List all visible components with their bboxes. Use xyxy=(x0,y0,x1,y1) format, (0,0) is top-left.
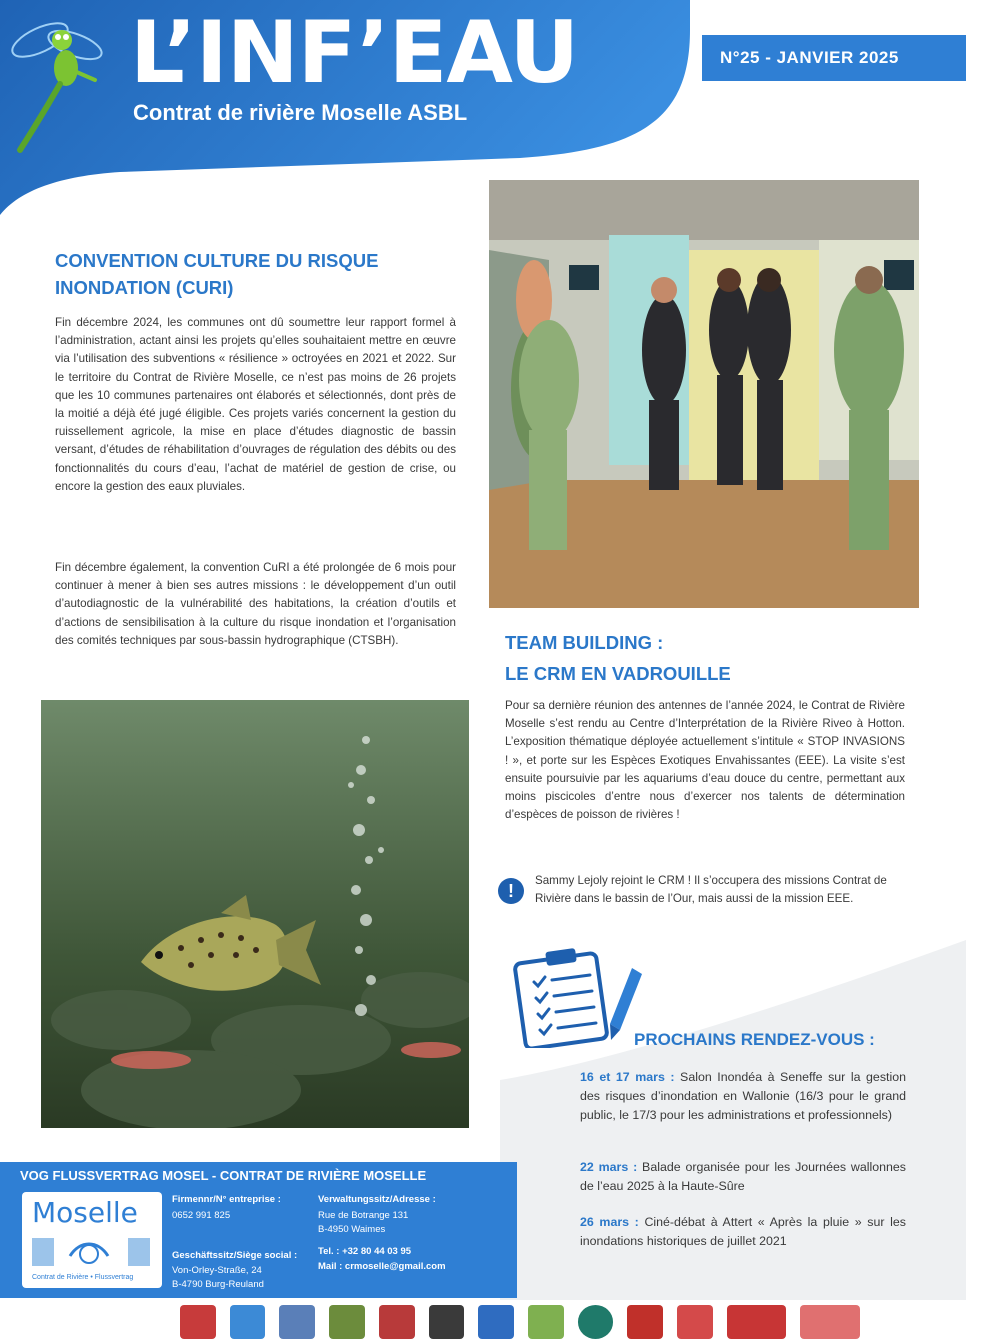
commune-logo-icon xyxy=(279,1305,315,1339)
commune-logo-icon xyxy=(429,1305,465,1339)
commune-logo-icon xyxy=(627,1305,663,1339)
commune-logo-icon xyxy=(478,1305,514,1339)
magazine-subtitle: Contrat de rivière Moselle ASBL xyxy=(133,100,468,125)
article1-paragraph-2: Fin décembre également, la convention CuRI a été prolongée de 6 mois pour continuer à mener à bien ses autres missions : le développement d’un outil d’autodiagnostic de la vulnérabilité des habitations, la création d’outils et d’actions de sensibilisation à la culture du risque inondation et l’organisation des comités techniques par sous-bassin hydrographique (CTSBH). xyxy=(55,561,456,647)
partner-logos xyxy=(180,1300,860,1343)
rendezvous-item xyxy=(580,1213,906,1251)
issue-badge: N°25 - JANVIER 2025 xyxy=(702,35,966,81)
province-luxembourg-logo-icon xyxy=(727,1305,787,1339)
logo-wordmark: Moselle xyxy=(32,1196,138,1229)
article2-title-line1: TEAM BUILDING : xyxy=(505,632,664,653)
article2-title-line2: LE CRM EN VADROUILLE xyxy=(505,663,731,684)
footer-title: VOG FLUSSVERTRAG MOSEL - CONTRAT DE RIVIÈRE MOSELLE xyxy=(20,1168,427,1183)
company-number: 0652 991 825 xyxy=(172,1210,231,1221)
admin-address-street: Rue de Botrange 131 xyxy=(318,1210,409,1221)
waimes-logo-icon xyxy=(677,1305,713,1339)
commune-logo-icon xyxy=(230,1305,266,1339)
rendezvous-item xyxy=(580,1068,906,1125)
commune-logo-icon xyxy=(528,1305,564,1339)
commune-logo-icon xyxy=(329,1305,365,1339)
article1-title-line1: CONVENTION CULTURE DU RISQUE xyxy=(55,250,379,271)
exhibition-visit-photo xyxy=(489,180,919,608)
province-liege-logo-icon xyxy=(800,1305,860,1339)
company-number-label: Firmennr/N° entreprise : xyxy=(172,1194,281,1205)
article2-paragraph: Pour sa dernière réunion des antennes de l’année 2024, le Contrat de Rivière Moselle s’est rendu au Centre d’Interprétation de la Rivière Riveo à Hotton. L’exposition thématique déployée actuellement s’intitule « STOP INVASIONS ! », et porte sur les Espèces Exotiques Envahissantes (EEE). La visite s’est ensuite poursuivie par les aquariums d’eau douce du centre, permettant aux moins piscicoles d’entre nous d’exercer nos talents de détermination d’espèces de poisson de rivières ! xyxy=(505,699,905,822)
article2-title xyxy=(505,627,905,689)
commune-logo-icon xyxy=(379,1305,415,1339)
rendezvous-title: PROCHAINS RENDEZ-VOUS : xyxy=(634,1030,875,1049)
rendezvous-date: 22 mars : xyxy=(580,1160,638,1174)
email-address: Mail : crmoselle@gmail.com xyxy=(318,1261,446,1272)
article1-title-line2: INONDATION (CURI) xyxy=(55,277,234,298)
rendezvous-date: 16 et 17 mars : xyxy=(580,1070,675,1084)
info-text: Sammy Lejoly rejoint le CRM ! Il s’occupera des missions Contrat de Rivière dans le bassin de l’Our, mais aussi de la mission EEE. xyxy=(535,874,887,906)
logo-emblem-icon xyxy=(32,1236,152,1268)
rendezvous-text: Ciné-débat à Attert « Après la pluie » sur les inondations historiques de juillet 2021 xyxy=(580,1215,906,1248)
head-office-street: Von-Orley-Straße, 24 xyxy=(172,1265,262,1276)
rendezvous-date: 26 mars : xyxy=(580,1215,639,1229)
rendezvous-item xyxy=(580,1158,906,1196)
phone-number: Tel. : +32 80 44 03 95 xyxy=(318,1246,412,1257)
magazine-title: L’INF’EAU xyxy=(130,3,579,103)
dragonfly-mascot-icon xyxy=(0,0,110,160)
admin-address-label: Verwaltungssitz/Adresse : xyxy=(318,1194,436,1205)
article1-title xyxy=(55,247,475,301)
checklist-clipboard-icon xyxy=(512,938,652,1048)
admin-address-city: B-4950 Waimes xyxy=(318,1224,386,1235)
trout-aquarium-photo xyxy=(41,700,469,1128)
article1-paragraph-1: Fin décembre 2024, les communes ont dû soumettre leur rapport formel à l’administration, actant ainsi les projets qu’elles souhaitaient mettre en œuvre via l’utilisation des subventions « résilience » octroyées en 2021 et 2022. Sur le territoire du Contrat de Rivière Moselle, ce n’est pas moins de 26 projets que les 10 communes partenaires ont élaborés et sélectionnés, dont près de la moitié a déjà été jugé éligible. Ces projets variés concernent la gestion du ruissellement agricole, la mise en place d’études diagnostic de bassin versant, d’études de réhabilitation d’ouvrages de régulation des débits ou des fonctionnalités du cours d’eau, l’achat de matériel de gestion de crise, ou encore la gestion des eaux pluviales. xyxy=(55,316,456,493)
sure-logo-icon xyxy=(578,1305,614,1339)
logo-caption: Contrat de Rivière • Flussvertrag xyxy=(32,1274,134,1281)
exclamation-icon: ! xyxy=(498,878,524,904)
rendezvous-text: Salon Inondéa à Seneffe sur la gestion des risques d’inondation en Wallonie (16/3 pour le grand public, le 17/3 pour les administrations et professionnels) xyxy=(580,1070,906,1122)
head-office-city: B-4790 Burg-Reuland xyxy=(172,1279,264,1290)
bastogne-logo-icon xyxy=(180,1305,216,1339)
moselle-logo xyxy=(22,1192,162,1288)
footer xyxy=(0,1162,517,1298)
head-office-label: Geschäftssitz/Siège social : xyxy=(172,1250,298,1261)
rendezvous-text: Balade organisée pour les Journées wallonnes de l’eau 2025 à la Haute-Sûre xyxy=(580,1160,906,1193)
